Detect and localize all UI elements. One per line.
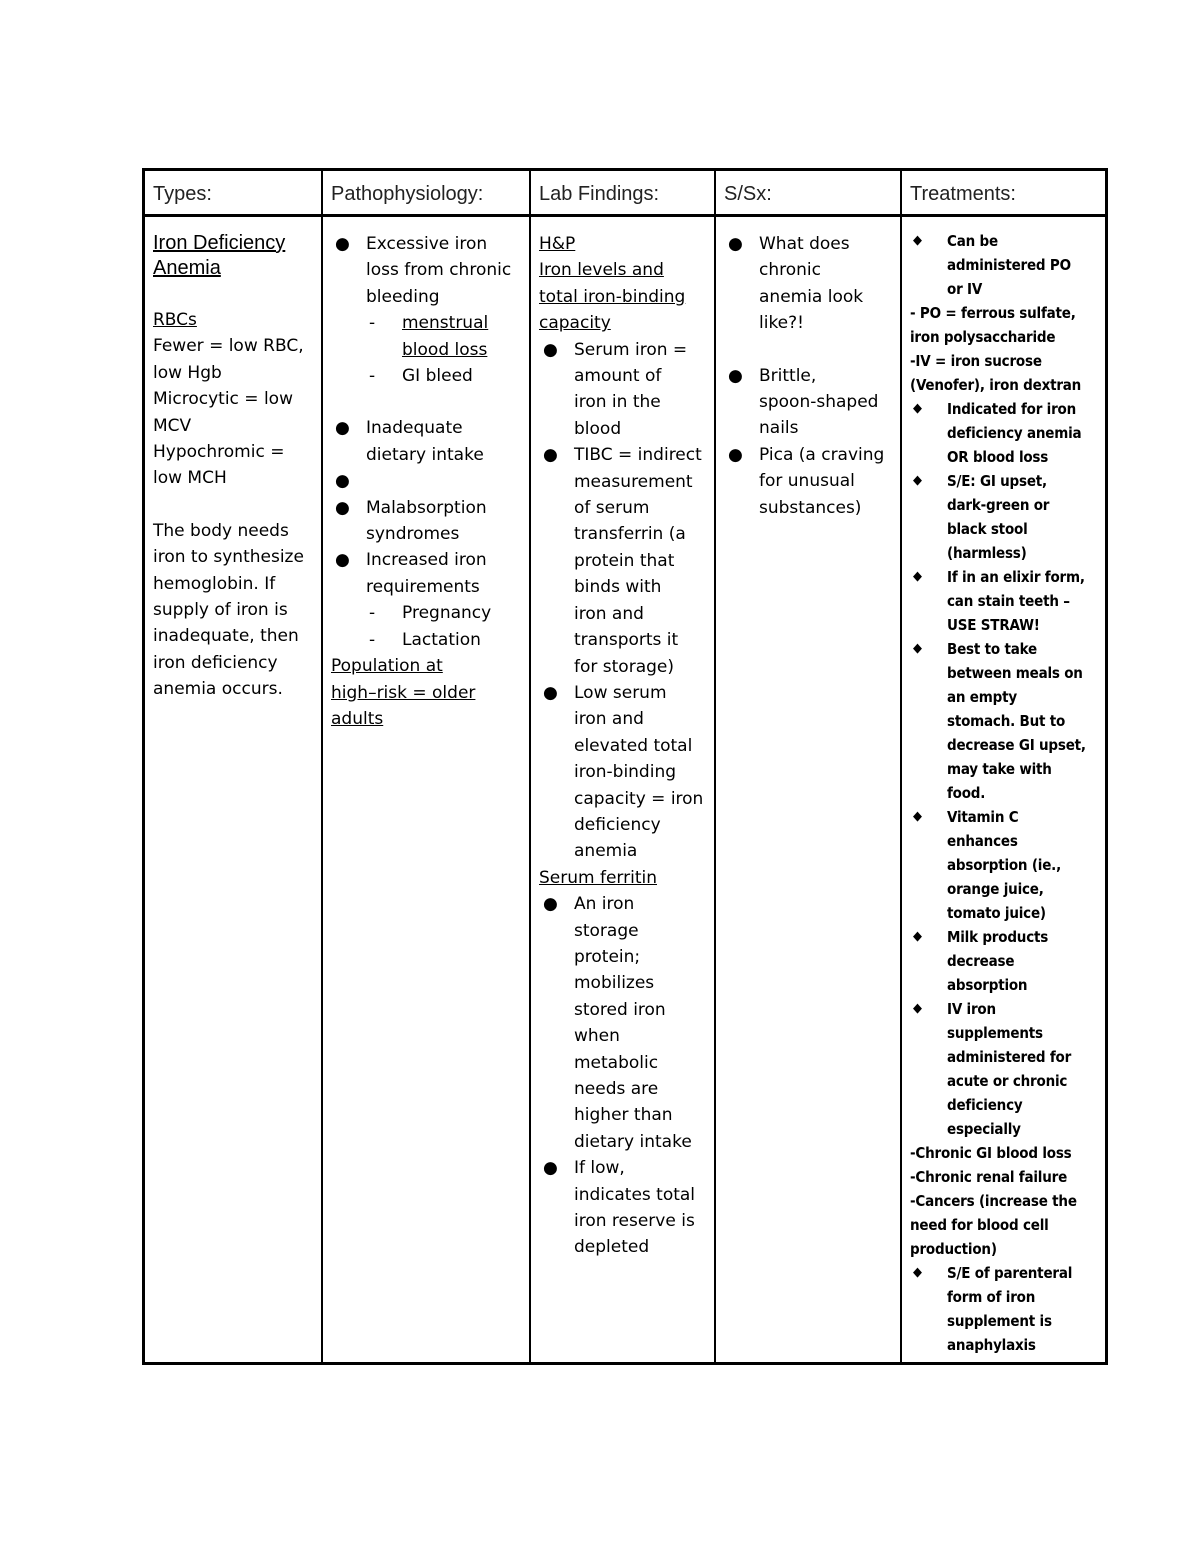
- rbcs-heading: RBCs: [153, 310, 197, 330]
- bullet-icon: ●: [335, 471, 350, 492]
- list-item: ◆ S/E: GI upset, dark-green or black stool (harmless): [910, 469, 1101, 565]
- list-item: ◆ Indicated for iron deficiency anemia OR blood loss: [910, 397, 1101, 469]
- bullet-icon: ●: [543, 1158, 558, 1179]
- bullet-icon: ●: [728, 444, 743, 465]
- bullet-icon: ◆: [913, 473, 922, 488]
- bullet-icon: ●: [335, 497, 350, 518]
- bullet-icon: ●: [335, 418, 350, 439]
- list-item: ● Serum iron = amount of iron in the blood: [539, 337, 708, 443]
- sub-list-item: - GI bleed: [369, 366, 473, 387]
- list-item: ● Increased iron requirements: [331, 547, 523, 600]
- serum-ferritin-heading: Serum ferritin: [539, 867, 657, 888]
- hp-heading: H&P: [539, 234, 576, 254]
- sub-list-item: - Lactation: [369, 629, 481, 650]
- bullet-icon: ●: [543, 894, 558, 915]
- bullet-icon: ●: [335, 234, 350, 254]
- list-item: ● An iron storage protein; mobilizes stored iron when metabolic needs are higher than dietary intake: [539, 891, 708, 1155]
- iv-indications: -Chronic GI blood loss -Chronic renal failure -Cancers (increase the need for blood cell production): [910, 1144, 1077, 1258]
- bullet-icon: ◆: [913, 809, 922, 824]
- iv-options: -IV = iron sucrose (Venofer), iron dextran: [910, 352, 1082, 394]
- list-item: ◆ Can be administered PO or IV: [910, 229, 1101, 301]
- empty-list-item: [331, 468, 523, 494]
- anemia-type-title: Iron Deficiency Anemia: [153, 232, 286, 279]
- treatments-body: [902, 217, 1105, 1357]
- bullet-icon: ◆: [913, 641, 922, 656]
- bullet-icon: ◆: [913, 233, 922, 248]
- types-body: [145, 217, 321, 703]
- ssx-column: [716, 171, 902, 1362]
- sub-list-item: - menstrual blood loss: [369, 313, 489, 360]
- treatments-header: Treatments:: [902, 171, 1105, 217]
- notes-table: [142, 168, 1108, 1365]
- bullet-icon: ●: [728, 234, 743, 254]
- ssx-body: [716, 217, 900, 521]
- lab-findings-body: [531, 217, 714, 1261]
- population-at-risk: Population at high–risk = older adults: [331, 656, 476, 729]
- types-column: [145, 171, 323, 1362]
- list-item: ● Inadequate dietary intake: [331, 415, 523, 468]
- list-item: ◆ S/E of parenteral form of iron supplement is anaphylaxis: [910, 1261, 1101, 1357]
- pathophysiology-header: Pathophysiology:: [323, 171, 529, 217]
- bullet-icon: ●: [543, 445, 558, 466]
- list-item: ● Malabsorption syndromes: [331, 495, 523, 548]
- bullet-icon: ◆: [913, 569, 922, 584]
- bullet-icon: ◆: [913, 401, 922, 416]
- list-item: ● Brittle, spoon-shaped nails: [724, 363, 894, 442]
- lab-findings-column: [531, 171, 716, 1362]
- list-item: ◆ IV iron supplements administered for acute or chronic deficiency especially: [910, 997, 1101, 1141]
- list-item: ◆ Best to take between meals on an empty stomach. But to decrease GI upset, may take with food.: [910, 637, 1101, 805]
- treatments-column: [902, 171, 1105, 1362]
- list-item: ◆ Vitamin C enhances absorption (ie., orange juice, tomato juice): [910, 805, 1101, 925]
- bullet-icon: ●: [335, 550, 350, 571]
- types-header: Types:: [145, 171, 321, 217]
- bullet-icon: ◆: [913, 1001, 922, 1016]
- bullet-icon: ●: [543, 339, 558, 360]
- ssx-header: S/Sx:: [716, 171, 900, 217]
- list-item: ● Low serum iron and elevated total iron-binding capacity = iron deficiency anemia: [539, 680, 708, 865]
- sub-list-item: - Pregnancy: [369, 603, 492, 624]
- list-item: ● If low, indicates total iron reserve is depleted: [539, 1155, 708, 1261]
- list-item: ● TIBC = indirect measurement of serum transferrin (a protein that binds with iron and transports it for storage): [539, 442, 708, 680]
- list-item: ◆ Milk products decrease absorption: [910, 925, 1101, 997]
- list-item: ● What does chronic anemia look like?!: [724, 231, 894, 337]
- bullet-icon: ◆: [913, 1265, 922, 1280]
- pathophysiology-body: [323, 217, 529, 732]
- rbc-indices: Fewer = low RBC, low Hgb Microcytic = low MCV Hypochromic = low MCH: [153, 336, 304, 489]
- po-options: - PO = ferrous sulfate, iron polysaccharide: [910, 304, 1076, 346]
- lab-findings-header: Lab Findings:: [531, 171, 714, 217]
- list-item: ◆ If in an elixir form, can stain teeth – USE STRAW!: [910, 565, 1101, 637]
- iron-levels-heading: Iron levels and total iron-binding capacity: [539, 260, 686, 334]
- bullet-icon: ●: [543, 682, 558, 703]
- pathophysiology-column: [323, 171, 531, 1362]
- list-item: ● Pica (a craving for unusual substances): [724, 442, 894, 521]
- bullet-icon: ●: [728, 365, 743, 386]
- types-paragraph: The body needs iron to synthesize hemoglobin. If supply of iron is inadequate, then iron deficiency anemia occurs.: [153, 520, 304, 700]
- bullet-icon: ◆: [913, 929, 922, 944]
- list-item: ● Excessive iron loss from chronic bleeding: [331, 231, 523, 310]
